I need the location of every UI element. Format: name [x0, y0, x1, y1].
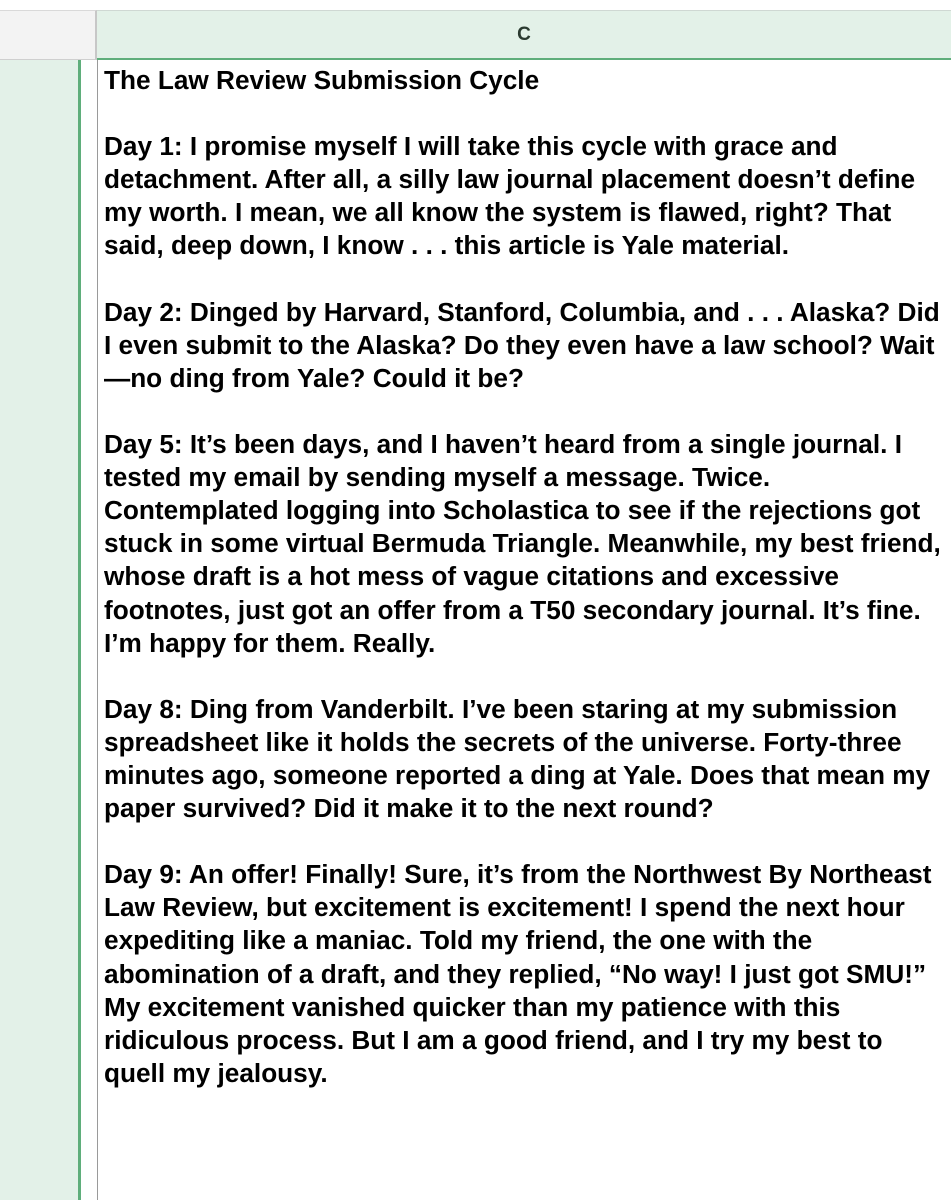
column-header-c[interactable] — [97, 10, 951, 60]
active-cell-c[interactable] — [104, 60, 944, 1200]
entry-day-8: Day 8: Ding from Vanderbilt. I’ve been staring at my submission spreadsheet like it holds the secrets of the universe. Forty-three minutes ago, someone reported a ding at Yale. Does that mean my paper survived? Did it make it to the next round? — [104, 693, 931, 824]
cell-border-left — [97, 60, 98, 1200]
column-header-label: C — [517, 23, 531, 45]
cell-content — [104, 60, 944, 1090]
entry-day-9: Day 9: An offer! Finally! Sure, it’s from the Northwest By Northeast Law Review, but excitement is excitement! I spend the next hour expediting like a maniac. Told my friend, the one with the abomination of a draft, and they replied, “No way! I just got SMU!” My excitement vanished quicker than my patience with this ridiculous process. But I am a good friend, and I try my best to quell my jealousy. — [104, 859, 932, 1088]
entry-day-1: Day 1: I promise myself I will take this cycle with grace and detachment. After all, a silly law journal placement doesn’t define my worth. I mean, we all know the system is flawed, right? That said, deep down, I know . . . this article is Yale material. — [104, 131, 916, 261]
row-header[interactable] — [0, 60, 78, 1200]
row-selection-indicator — [78, 60, 81, 1200]
entry-day-2: Day 2: Dinged by Harvard, Stanford, Columbia, and . . . Alaska? Did I even submit to the Alaska? Do they even have a law school? Wait—no ding from Yale? Could it be? — [104, 296, 940, 393]
cell-title: The Law Review Submission Cycle — [104, 65, 540, 95]
select-all-corner[interactable] — [0, 10, 97, 60]
top-strip — [0, 0, 951, 10]
entry-day-5: Day 5: It’s been days, and I haven’t heard from a single journal. I tested my email by sending myself a message. Twice. Contemplated logging into Scholastica to see if the rejections got stuck in some virtual Bermuda Triangle. Meanwhile, my best friend, whose draft is a hot mess of vague citations and excessive footnotes, just got an offer from a T50 secondary journal. It’s fine. I’m happy for them. Really. — [104, 429, 941, 658]
